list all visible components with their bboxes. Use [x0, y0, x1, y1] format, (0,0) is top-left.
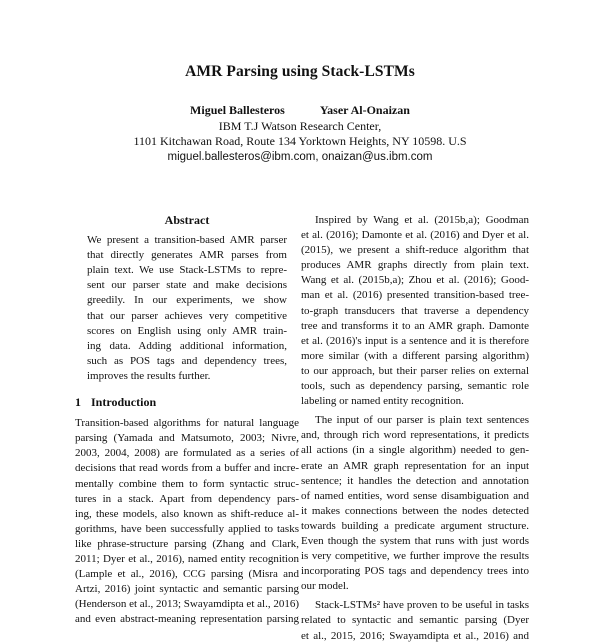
text-line: 2011; Dyer et al., 2016), named entity recognition	[75, 552, 299, 565]
text-line: is very competitive, we further improve the results	[301, 550, 529, 563]
text-line: mentally combine them to form syntactic struc-	[75, 477, 299, 490]
text-line: labeling or named entity recognition.	[301, 395, 464, 408]
author-names	[0, 103, 600, 119]
text-line: Inspired by Wang et al. (2015b,a); Goodman	[315, 214, 529, 226]
text-line: tools, such as dependency parsing, semantic role	[301, 380, 529, 393]
text-line: sent our parser state and make decisions	[87, 279, 287, 292]
text-line: Artzi, 2016) joint syntactic and semantic parsing	[75, 583, 299, 596]
text-line: (Lample et al., 2016), CCG parsing (Misra and	[75, 568, 299, 581]
text-line: our model.	[301, 580, 349, 593]
text-line: et al. (2016)'s input is a sentence and it is therefore	[301, 334, 529, 347]
text-line: tree and transforms it to an AMR graph. Damonte	[301, 319, 529, 332]
text-line: et al., 2015, 2016; Swayamdipta et al., 2016) and	[301, 629, 529, 642]
section-number: 1	[75, 395, 81, 410]
text-line: like phrase-structure parsing (Zhang and Clark,	[75, 537, 299, 550]
abstract-heading: Abstract	[164, 213, 210, 227]
text-line: all actions (in a single algorithm) needed to gen-	[301, 444, 529, 457]
section-heading-introduction	[75, 395, 299, 410]
introduction-body	[75, 416, 299, 627]
author-block	[0, 103, 600, 165]
text-line: Transition-based algorithms for natural language	[75, 417, 299, 430]
text-line: of named entities, word sense disambiguation and	[301, 489, 529, 502]
text-line: tures in a stack. Apart from dependency pars-	[75, 492, 299, 505]
affiliation: IBM T.J Watson Research Center,	[218, 118, 382, 133]
author-emails: miguel.ballesteros@ibm.com, onaizan@us.ibm.com	[167, 150, 433, 163]
text-line: and even abstract-meaning representation parsing	[75, 613, 299, 626]
text-line: improves the results further.	[87, 369, 211, 382]
paragraph	[301, 413, 529, 594]
paper-title: AMR Parsing using Stack-LSTMs	[185, 63, 415, 80]
text-line: to-graph transducers that traverse a dependency	[301, 304, 529, 317]
abstract-body	[75, 233, 299, 384]
text-line: ing data. Adding additional information,	[87, 339, 287, 352]
text-line: gorithms, have been successfully applied to tasks	[75, 522, 299, 535]
section-title: Introduction	[91, 395, 157, 410]
right-column	[301, 213, 529, 644]
paragraph	[301, 598, 529, 643]
text-line: that directly generates AMR parses from	[87, 249, 287, 262]
address: 1101 Kitchawan Road, Route 134 Yorktown Heights, NY 10598. U.S	[133, 134, 467, 148]
text-line: plain text. We use Stack-LSTMs to repre-	[87, 264, 287, 277]
text-line: et al. (2016); Damonte et al. (2016) and Dyer et al.	[301, 229, 529, 242]
text-line: related to syntactic and semantic parsing (Dyer	[301, 614, 529, 627]
text-line: Stack-LSTMs² have proven to be useful in tasks	[315, 599, 529, 612]
text-line: man et al. (2016) presented transition-based tree-	[301, 289, 529, 302]
text-line: sentence; it handles the detection and annotation	[301, 474, 529, 487]
left-column	[75, 213, 299, 627]
text-line: ing, these models, also known as shift-reduce al-	[75, 507, 299, 520]
text-line: Wang et al. (2015b,a); Zhou et al. (2016); Good-	[301, 274, 529, 287]
text-line: towards building a predicate argument structure.	[301, 519, 529, 532]
text-line: incorporating POS tags and dependency trees into	[301, 565, 529, 578]
text-line: scores on English using only AMR train-	[87, 324, 287, 337]
text-line: 2003, 2004, 2008) are formulated as a series of	[75, 447, 299, 460]
text-line: to our approach, but their parser relies on external	[301, 364, 529, 377]
text-line: The input of our parser is plain text sentences	[315, 414, 529, 427]
text-line: We present a transition-based AMR parser	[87, 234, 287, 247]
text-line: such as POS tags and dependency trees,	[87, 354, 287, 367]
text-line: erate an AMR graph representation for an input	[301, 459, 529, 472]
text-line: decisions that read words from a buffer and incre-	[75, 462, 299, 475]
text-line: it makes connections between the nodes detected	[301, 504, 529, 517]
text-line: greedily. In our experiments, we show	[87, 294, 287, 307]
text-line: produces AMR graphs directly from plain text.	[301, 259, 529, 272]
text-line: more similar (with a different parsing algorithm)	[301, 349, 529, 362]
text-line: parsing (Yamada and Matsumoto, 2003; Nivre,	[75, 432, 299, 445]
text-line: that our parser achieves very competitive	[87, 309, 287, 322]
text-line: (2015), we present a shift-reduce algorithm that	[301, 244, 529, 257]
text-line: Even though the system that runs with just words	[301, 534, 529, 547]
author-name: Miguel Ballesteros	[190, 103, 285, 117]
paragraph	[301, 213, 529, 409]
author-name: Yaser Al-Onaizan	[319, 103, 410, 117]
text-line: and, through rich word representations, it predicts	[301, 429, 529, 442]
text-line: (Henderson et al., 2013; Swayamdipta et al., 2016)	[75, 598, 299, 611]
